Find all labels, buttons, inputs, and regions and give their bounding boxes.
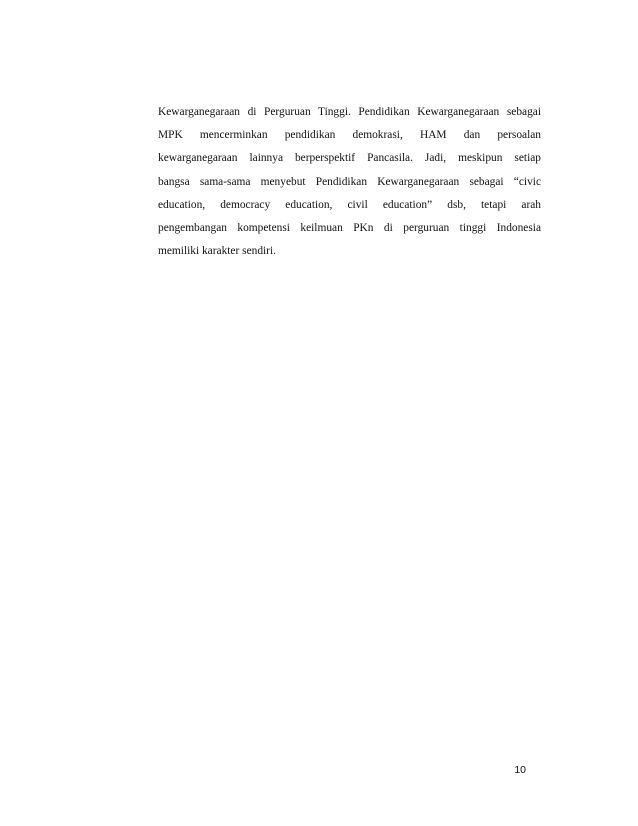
body-paragraph [158, 101, 541, 263]
paragraph-line: Kewarganegaraan di Perguruan Tinggi. Pendidikan Kewarganegaraan sebagai [158, 106, 541, 118]
page-number: 10 [514, 764, 526, 776]
paragraph-line: kewarganegaraan lainnya berperspektif Pancasila. Jadi, meskipun setiap [158, 152, 541, 165]
paragraph-line: MPK mencerminkan pendidikan demokrasi, HAM dan persoalan [158, 129, 541, 142]
paragraph-line: education, democracy education, civil education” dsb, tetapi arah [158, 198, 541, 211]
paragraph-line: bangsa sama-sama menyebut Pendidikan Kewarganegaraan sebagai “civic [158, 175, 541, 188]
paragraph-line: memiliki karakter sendiri. [158, 245, 276, 258]
paragraph-line: pengembangan kompetensi keilmuan PKn di perguruan tinggi Indonesia [158, 222, 541, 235]
